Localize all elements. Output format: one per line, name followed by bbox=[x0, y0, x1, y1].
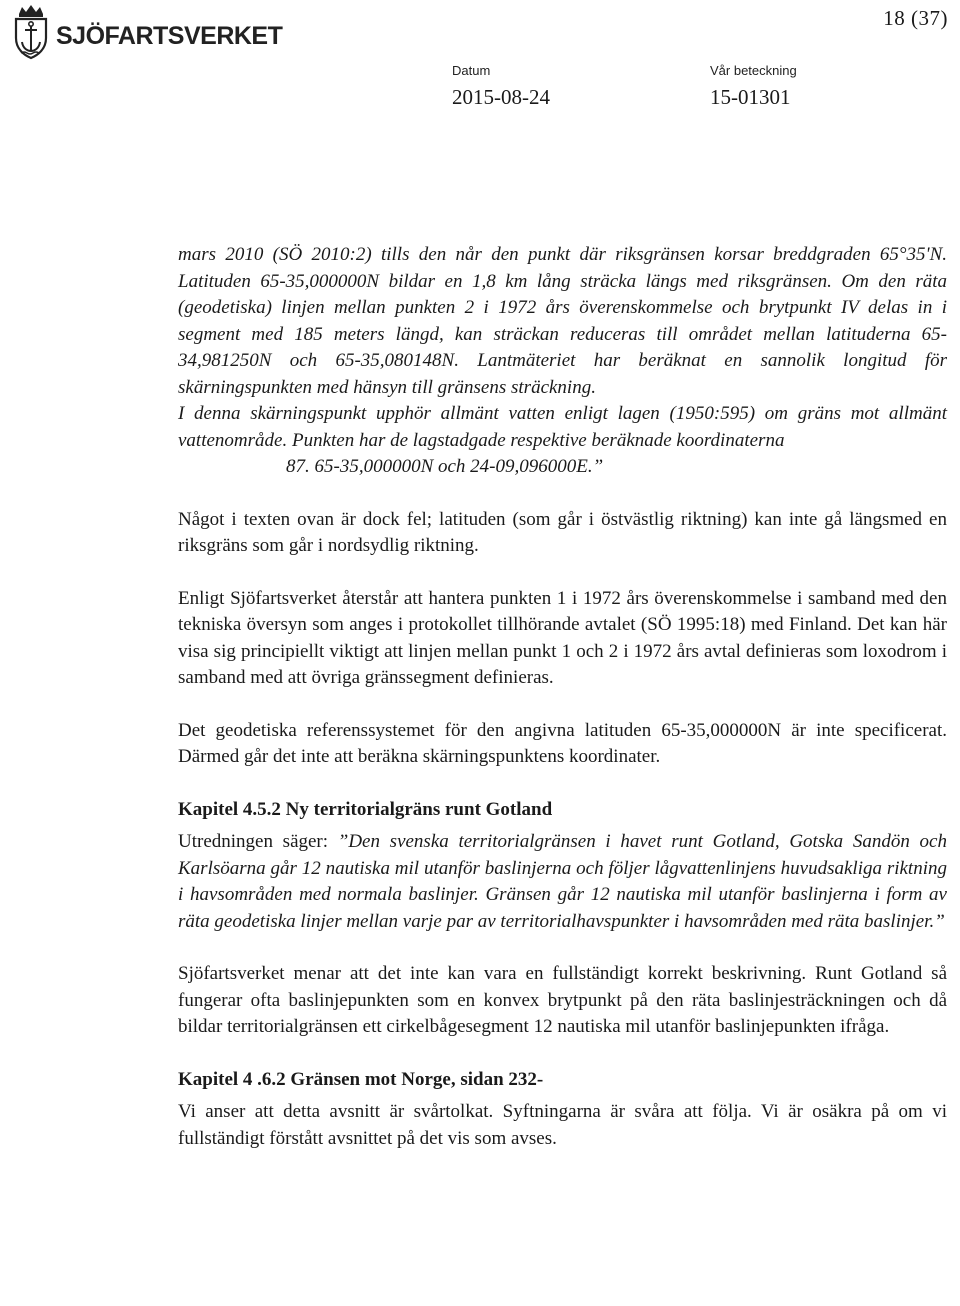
quote-paragraph: I denna skärningspunkt upphör allmänt vatten enligt lagen (1950:595) om gräns mot allmänt vattenområde. Punkten har de lagstadgade respektive beräknade koordinaterna bbox=[178, 403, 947, 451]
logo bbox=[10, 4, 282, 60]
body-paragraph bbox=[178, 829, 947, 935]
body-paragraph: Något i texten ovan är dock fel; latituden (som går i östvästlig riktning) kan inte gå längsmed en riksgräns som går i nordsydlig riktning. bbox=[178, 508, 947, 556]
document-body bbox=[178, 242, 947, 1152]
date-value: 2015-08-24 bbox=[452, 85, 550, 109]
quote-paragraph: mars 2010 (SÖ 2010:2) tills den når den punkt där riksgränsen korsar breddgraden 65°35'N. Latituden 65-35,000000N bildar en 1,8 km lång sträcka längs med riksgränsen. Om den räta (geodetiska) linjen mellan punkten 2 i 1972 års överenskommelse och brytpunkt IV delas in i segment med 185 meters längd, kan sträckan reduceras till området mellan latituderna 65-34,981250N och 65-35,080148N. Lantmäteriet har beräknat en sannolik longitud för skärningspunkten med hänsyn till gränsens sträckning. bbox=[178, 244, 947, 398]
crown-anchor-emblem-icon bbox=[10, 4, 52, 60]
date-label: Datum bbox=[452, 63, 491, 78]
page-number: 18 (37) bbox=[883, 6, 948, 30]
body-paragraph: Vi anser att detta avsnitt är svårtolkat. Syftningarna är svåra att följa. Vi är osäkra på om vi fullständigt förstått avsnittet på det vis som avses. bbox=[178, 1101, 947, 1149]
section-heading: Kapitel 4.5.2 Ny territorialgräns runt Gotland bbox=[178, 798, 553, 820]
coordinate-line: 87. 65-35,000000N och 24-09,096000E.” bbox=[286, 456, 604, 477]
body-paragraph: Enligt Sjöfartsverket återstår att hantera punkten 1 i 1972 års överenskommelse i samband med den tekniska översyn som anges i protokollet tillhörande avtalet (SÖ 1995:18) med Finland. Det kan här visa sig principiellt viktigt att linjen mellan punkt 1 och 2 i 1972 års avtal definieras som loxodrom i samband med att övriga gränssegment definieras. bbox=[178, 587, 947, 688]
quote-text: ”Den svenska territorialgränsen i havet runt Gotland, Gotska Sandön och Karlsöarna går 12 nautiska mil utanför baslinjerna och följer lågvattenlinjens huvudsakliga riktning i havsområden med normala baslinjer. Gränsen går 12 nautiska mil utanför baslinjerna i form av räta geodetiska linjer mellan varje par av territorialhavspunkter i havsområden med räta baslinjer.” bbox=[178, 831, 947, 932]
body-paragraph: Det geodetiska referenssystemet för den angivna latituden 65-35,000000N är inte specificerat. Därmed går det inte att beräkna skärningspunktens koordinater. bbox=[178, 719, 947, 767]
reference-label: Vår beteckning bbox=[710, 63, 797, 78]
body-paragraph: Sjöfartsverket menar att det inte kan vara en fullständigt korrekt beskrivning. Runt Gotland så fungerar ofta baslinjepunkten som en konvex brytpunkt på den räta baslinjesträckningen och då bildar territorialgränsen ett cirkelbågesegment 12 nautiska mil utanför baslinjepunkten ifråga. bbox=[178, 963, 947, 1037]
quote-lead: Utredningen säger: bbox=[178, 831, 338, 852]
logo-wordmark: SJÖFARTSVERKET bbox=[56, 21, 283, 50]
section-heading: Kapitel 4 .6.2 Gränsen mot Norge, sidan 232- bbox=[178, 1068, 544, 1090]
reference-value: 15-01301 bbox=[710, 85, 791, 109]
